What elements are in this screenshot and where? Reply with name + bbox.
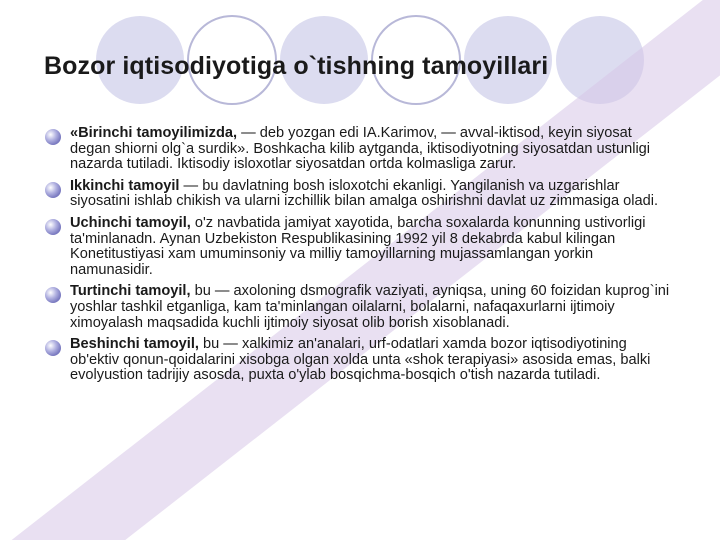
bullet-lead: «Birinchi tamoyilimizda, <box>70 125 238 141</box>
bullet-item-2 <box>44 179 674 210</box>
bullet-item-1 <box>44 126 674 173</box>
bullet-lead: Beshinchi tamoyil, <box>70 336 199 353</box>
sphere-bullet-icon <box>44 286 62 304</box>
bullet-text: — bu davlatning bosh isloxotchi ekanligi. Yangilanish va uzgarishlar siyosatini ishlab chikish va ularni izchillik bilan amalga oshirishni davlat uz zimmasiga oladi. <box>70 177 659 210</box>
sphere-bullet-icon <box>44 339 62 357</box>
bullet-text: o'z navbatida jamiyat xayotida, barcha soxalarda konunning ustivorligi ta'minlanadn. Aynan Uzbekiston Respublikasining 1992 yil 8 dekabrda kabul kilingan Konetitustiyasi xam umuminsoniy va milliy tamoyillarning mujassamlangan yorkin namunasidir. <box>70 214 646 278</box>
bullet-text: — deb yozgan edi IA.Karimov, — avval-iktisod, keyin siyosat degan shiorni olg`a surdik». Boshkacha kilib aytganda, iktisodiyotning siyosatdan ustunligi nazarda tutiladi. Iktisodiy isloxotlar siyosatdan ortda kolmasliga zarur. <box>70 125 651 173</box>
sphere-bullet-icon <box>44 181 62 199</box>
bullet-list <box>44 126 674 390</box>
sphere-bullet-icon <box>44 128 62 146</box>
bullet-item-5 <box>44 337 674 384</box>
bullet-text: bu — axoloning dsmografik vaziyati, ayniqsa, uning 60 foizidan kuprog`ini yoshlar tashkil etganliga, kam ta'minlangan oilalarni, bolalarni, nafaqaxurlarni ijtimoiy ximoyalash maqsadida kuchli ijtimoiy siyosat olib borish xisoblanadi. <box>70 283 670 331</box>
bullet-lead: Uchinchi tamoyil, <box>70 214 191 231</box>
bullet-item-3 <box>44 216 674 278</box>
sphere-bullet-icon <box>44 218 62 236</box>
bullet-lead: Turtinchi tamoyil, <box>70 283 191 300</box>
slide-title: Bozor iqtisodiyotiga o`tishning tamoyillari <box>44 52 549 80</box>
bullet-text: bu — xalkimiz an'analari, urf-odatlari xamda bozor iqtisodiyotining ob'ektiv qonun-qoidalarini xisobga olgan xolda unta «shok terapiyasi» asosida emas, balki evolyustion tadrijiy asosda, puxta o'ylab bosqichma-bosqich o'tish nazarda tutiladi. <box>70 336 651 384</box>
bullet-lead: Ikkinchi tamoyil <box>70 177 180 194</box>
bullet-item-4 <box>44 284 674 331</box>
